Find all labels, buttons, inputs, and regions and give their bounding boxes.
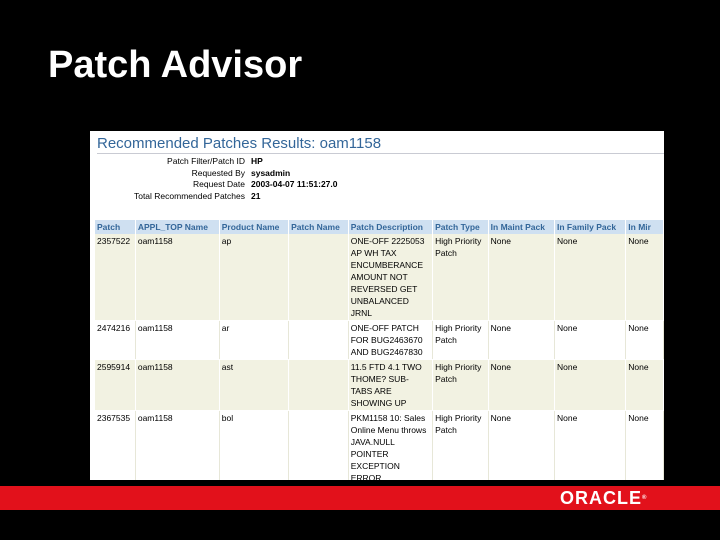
cell-family-pack: None <box>555 321 626 360</box>
cell-type: High Priority Patch <box>433 321 489 360</box>
cell-type: High Priority Patch <box>433 234 489 321</box>
meta-row-requested-by <box>90 168 390 180</box>
column-header-type[interactable]: Patch Type <box>433 220 489 234</box>
cell-appl-top: oam1158 <box>135 321 219 360</box>
title-divider <box>97 153 664 154</box>
column-header-patch[interactable]: Patch <box>95 220 135 234</box>
meta-value: 2003-04-07 11:51:27.0 <box>251 179 338 190</box>
cell-mini: None <box>626 321 664 360</box>
cell-type: High Priority Patch <box>433 360 489 411</box>
cell-product: ast <box>219 360 288 411</box>
cell-patch: 2357522 <box>95 234 135 321</box>
cell-description: ONE-OFF 2225053 AP WH TAX ENCUMBERANCE AMOUNT NOT REVERSED GET UNBALANCED JRNL <box>348 234 432 321</box>
results-title: Recommended Patches Results: oam1158 <box>97 135 382 152</box>
column-header-description[interactable]: Patch Description <box>348 220 432 234</box>
meta-label: Requested By <box>191 167 245 178</box>
cell-maint-pack: None <box>488 360 554 411</box>
cell-description: 11.5 FTD 4.1 TWO THOME? SUB-TABS ARE SHOWING UP <box>348 360 432 411</box>
cell-product: ar <box>219 321 288 360</box>
cell-product: bol <box>219 411 288 481</box>
cell-mini: None <box>626 411 664 481</box>
meta-label: Request Date <box>193 179 245 190</box>
cell-family-pack: None <box>555 411 626 481</box>
table-row <box>95 360 664 411</box>
oracle-logo-text: ORACLE <box>560 488 642 508</box>
meta-label: Total Recommended Patches <box>133 190 245 201</box>
column-header-maint-pack[interactable]: In Maint Pack <box>488 220 554 234</box>
column-header-product[interactable]: Product Name <box>219 220 288 234</box>
cell-maint-pack: None <box>488 411 554 481</box>
cell-patch: 2595914 <box>95 360 135 411</box>
cell-description: PKM1158 10: Sales Online Menu throws JAVA.NULL POINTER EXCEPTION ERROR <box>348 411 432 481</box>
cell-maint-pack: None <box>488 234 554 321</box>
patches-table <box>95 220 664 480</box>
cell-maint-pack: None <box>488 321 554 360</box>
cell-patch-name <box>289 411 349 481</box>
cell-appl-top: oam1158 <box>135 360 219 411</box>
meta-value: sysadmin <box>251 167 291 178</box>
cell-patch: 2367535 <box>95 411 135 481</box>
meta-label: Patch Filter/Patch ID <box>167 156 245 166</box>
table-row <box>95 321 664 360</box>
cell-appl-top: oam1158 <box>135 411 219 481</box>
patch-results-screenshot <box>90 131 664 480</box>
cell-patch-name <box>289 321 349 360</box>
registered-mark: ® <box>642 495 648 501</box>
column-header-appl-top[interactable]: APPL_TOP Name <box>135 220 219 234</box>
cell-patch-name <box>289 360 349 411</box>
column-header-family-pack[interactable]: In Family Pack <box>555 220 626 234</box>
request-summary <box>90 156 390 202</box>
meta-value: 21 <box>251 190 261 201</box>
cell-patch: 2474216 <box>95 321 135 360</box>
meta-value: HP <box>251 156 263 166</box>
cell-mini: None <box>626 234 664 321</box>
cell-type: High Priority Patch <box>433 411 489 481</box>
meta-row-total-patches <box>90 191 390 203</box>
meta-row-request-date <box>90 179 390 191</box>
oracle-logo <box>560 488 647 508</box>
cell-patch-name <box>289 234 349 321</box>
table-header-row <box>95 220 664 234</box>
cell-appl-top: oam1158 <box>135 234 219 321</box>
cell-family-pack: None <box>555 360 626 411</box>
column-header-patch-name[interactable]: Patch Name <box>289 220 349 234</box>
cell-family-pack: None <box>555 234 626 321</box>
slide-title: Patch Advisor <box>48 44 303 86</box>
table-row <box>95 411 664 481</box>
cell-product: ap <box>219 234 288 321</box>
cell-mini: None <box>626 360 664 411</box>
table-row <box>95 234 664 321</box>
column-header-mini[interactable]: In Mir <box>626 220 664 234</box>
meta-row-patch-filter <box>90 156 390 168</box>
cell-description: ONE-OFF PATCH FOR BUG2463670 AND BUG2467830 <box>348 321 432 360</box>
